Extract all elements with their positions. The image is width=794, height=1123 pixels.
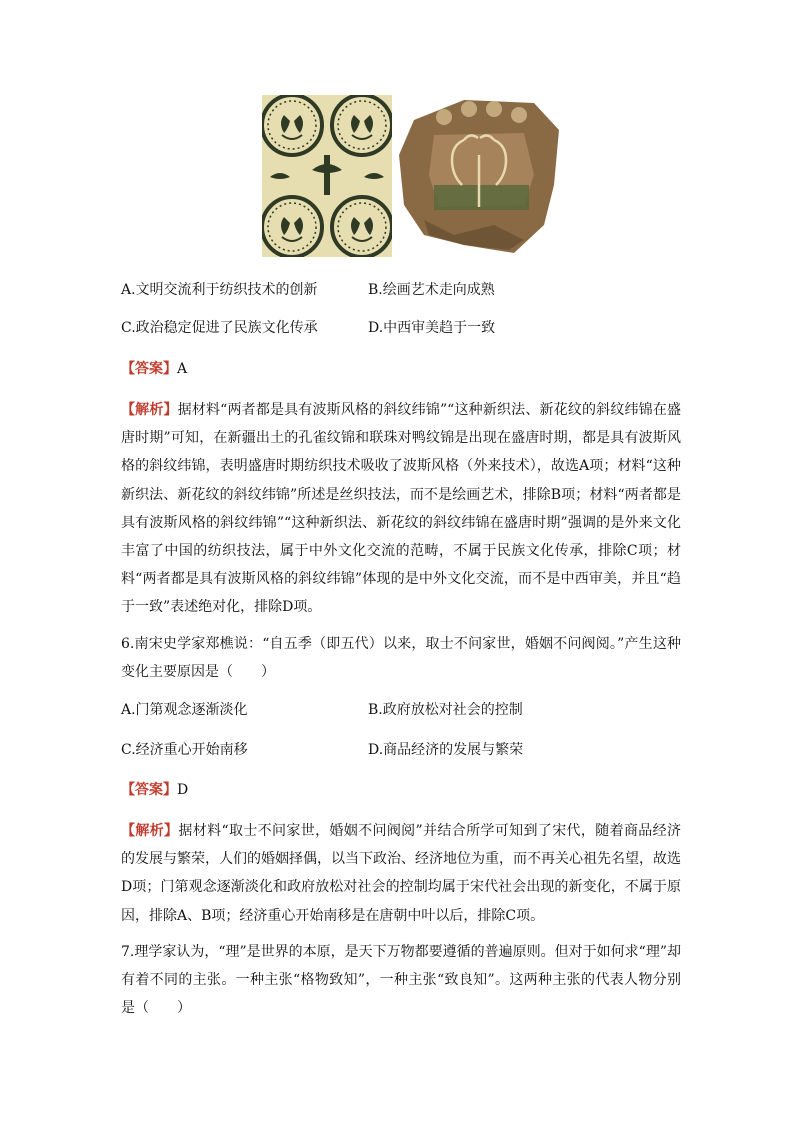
- q5-option-a: A.文明交流利于纺织技术的创新: [121, 282, 318, 298]
- q5-option-b: B.绘画艺术走向成熟: [368, 282, 495, 298]
- q6-option-c: C.经济重心开始南移: [121, 742, 248, 758]
- brocade-figures: [262, 95, 562, 257]
- q5-option-c: C.政治稳定促进了民族文化传承: [121, 320, 318, 336]
- q6-answer: [121, 780, 188, 800]
- q6-option-b: B.政府放松对社会的控制: [368, 702, 523, 718]
- analysis-tag: 【解析】: [121, 402, 178, 418]
- answer-tag: 【答案】: [121, 361, 177, 377]
- answer-tag: 【答案】: [121, 782, 177, 798]
- q6-option-a: A.门第观念逐渐淡化: [121, 702, 248, 718]
- analysis-tag: 【解析】: [121, 823, 179, 839]
- peacock-medallion-brocade-image: [262, 95, 392, 257]
- q6-analysis: [121, 817, 681, 930]
- answer-value: A: [177, 361, 188, 377]
- duck-pattern-brocade-fragment-image: [394, 95, 562, 257]
- analysis-text: 据材料“两者都是具有波斯风格的斜纹纬锦”“这种新织法、新花纹的斜纹纬锦在盛唐时期”可知，在新疆出土的孔雀纹锦和联珠对鸭纹锦是出现在盛唐时期，都是具有波斯风格的斜纹纬锦，表明盛唐时期纺织技术吸收了波斯风格（外来技术），故选A项；材料“这种新织法、新花纹的斜纹纬锦”所述是丝织技法，而不是绘画艺术，排除B项；材料“两者都是具有波斯风格的斜纹纬锦”“这种新织法、新花纹的斜纹纬锦在盛唐时期”强调的是外来文化丰富了中国的纺织技法，属于中外文化交流的范畴，不属于民族文化传承，排除C项；材料“两者都是具有波斯风格的斜纹纬锦”体现的是中外文化交流，而不是中西审美，并且“趋于一致”表述绝对化，排除D项。: [121, 402, 681, 616]
- q5-option-d: D.中西审美趋于一致: [368, 320, 496, 336]
- answer-value: D: [177, 782, 189, 798]
- q7-question: 7.理学家认为，“理”是世界的本原，是天下万物都要遵循的普遍原则。但对于如何求“理”却有着不同的主张。一种主张“格物致知”，一种主张“致良知”。这两种主张的代表人物分别是（ ）: [121, 944, 681, 1017]
- analysis-text: 据材料“取士不问家世，婚姻不问阀阅”并结合所学可知到了宋代，随着商品经济的发展与繁荣，人们的婚姻择偶，以当下政治、经济地位为重，而不再关心祖先名望，故选D项；门第观念逐渐淡化和政府放松对社会的控制均属于宋代社会出现的新变化，不属于原因，排除A、B项；经济重心开始南移是在唐朝中叶以后，排除C项。: [121, 823, 682, 924]
- q6-question: 6.南宋史学家郑樵说：“自五季（即五代）以来，取士不问家世，婚姻不问阀阅。”产生这种变化主要原因是（ ）: [121, 636, 681, 681]
- q5-answer: [121, 359, 187, 379]
- q6-option-d: D.商品经济的发展与繁荣: [368, 742, 524, 758]
- q5-analysis: [121, 396, 681, 622]
